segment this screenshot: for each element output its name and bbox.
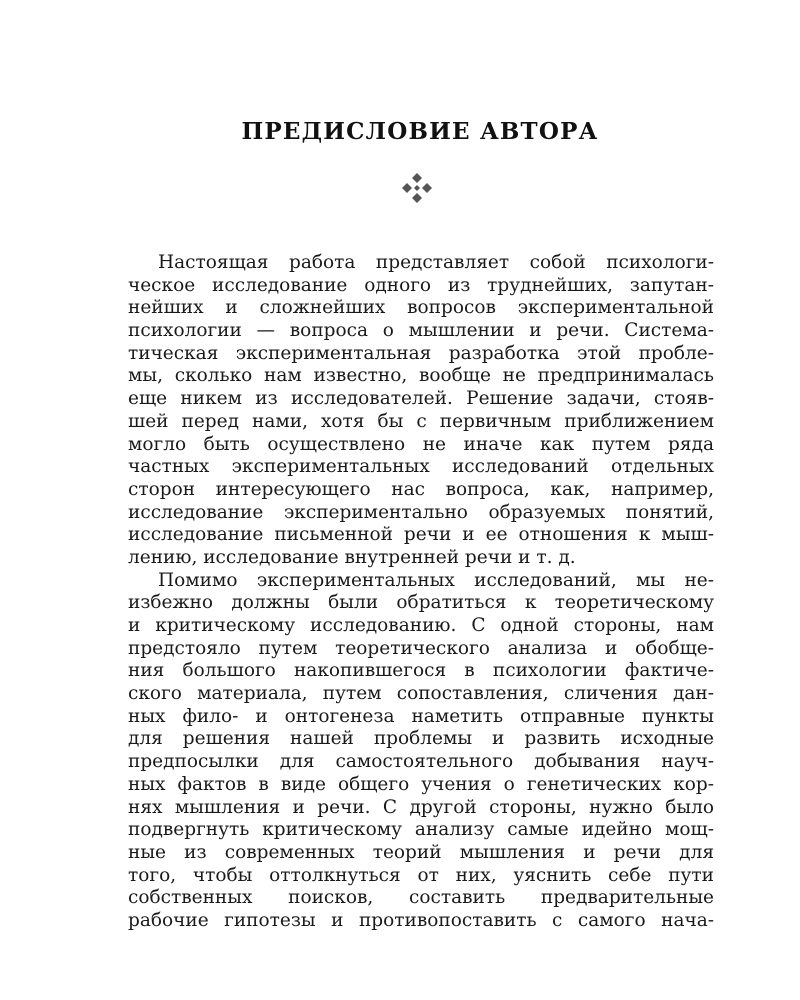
text-line: мы, сколько нам известно, вообще не предпринималась [128, 365, 714, 387]
text-line: ского материала, путем сопоставления, сличения дан- [128, 683, 714, 705]
text-line: для решения нашей проблемы и развить исходные [128, 728, 714, 750]
text-line: исследование экспериментально образуемых понятий, [128, 501, 714, 523]
text-line: того, чтобы оттолкнуться от них, уяснить себе пути [128, 864, 714, 886]
text-line: и критическому исследованию. С одной стороны, нам [128, 615, 714, 636]
text-line: избежно должны были обратиться к теоретическому [128, 592, 714, 614]
text-line: ния большого накопившегося в психологии фактиче- [128, 660, 714, 682]
text-line: ных фактов в виде общего учения о генетических кор- [128, 773, 714, 795]
text-line: психологии — вопроса о мышлении и речи. Система- [128, 320, 714, 342]
text-line: ческое исследование одного из труднейших, запутан- [128, 274, 714, 296]
text-line: тическая экспериментальная разработка этой пробле- [128, 342, 714, 364]
text-line: шей перед нами, хотя бы с первичным приближением [128, 410, 714, 432]
chapter-title: ПРЕДИСЛОВИЕ АВТОРА [241, 118, 599, 145]
text-line: частных экспериментальных исследований отдельных [128, 456, 714, 478]
text-line: ные из современных теорий мышления и речи для [128, 841, 714, 863]
text-line: сторон интересующего нас вопроса, как, например, [128, 478, 714, 500]
text-line: подвергнуть критическому анализу самые идейно мощ- [128, 819, 714, 841]
text-line: Помимо экспериментальных исследований, мы не- [158, 569, 714, 591]
text-line: собственных поисков, составить предварительные [128, 887, 714, 909]
text-line: лению, исследование внутренней речи и т. д. [128, 546, 576, 568]
text-line: предстояло путем теоретического анализа и обобще- [128, 637, 714, 659]
text-line: нейших и сложнейших вопросов экспериментальной [128, 297, 714, 319]
four-diamond-ornament-icon [401, 172, 433, 204]
text-line: рабочие гипотезы и противопоставить с самого нача- [128, 909, 714, 931]
text-line: могло быть осуществлено не иначе как путем ряда [128, 433, 714, 455]
text-line: еще никем из исследователей. Решение задачи, стояв- [128, 388, 714, 410]
text-line: ных фило- и онтогенеза наметить отправные пункты [128, 705, 714, 727]
paragraph-2 [128, 570, 714, 933]
text-line: исследование письменной речи и ее отношения к мыш- [128, 524, 714, 546]
paragraph-1 [128, 252, 714, 570]
text-line: предпосылки для самостоятельного добывания науч- [128, 751, 714, 773]
text-line: Настоящая работа представляет собой психологи- [158, 252, 714, 273]
body-text [128, 252, 714, 933]
text-line: нях мышления и речи. С другой стороны, нужно было [128, 796, 714, 818]
